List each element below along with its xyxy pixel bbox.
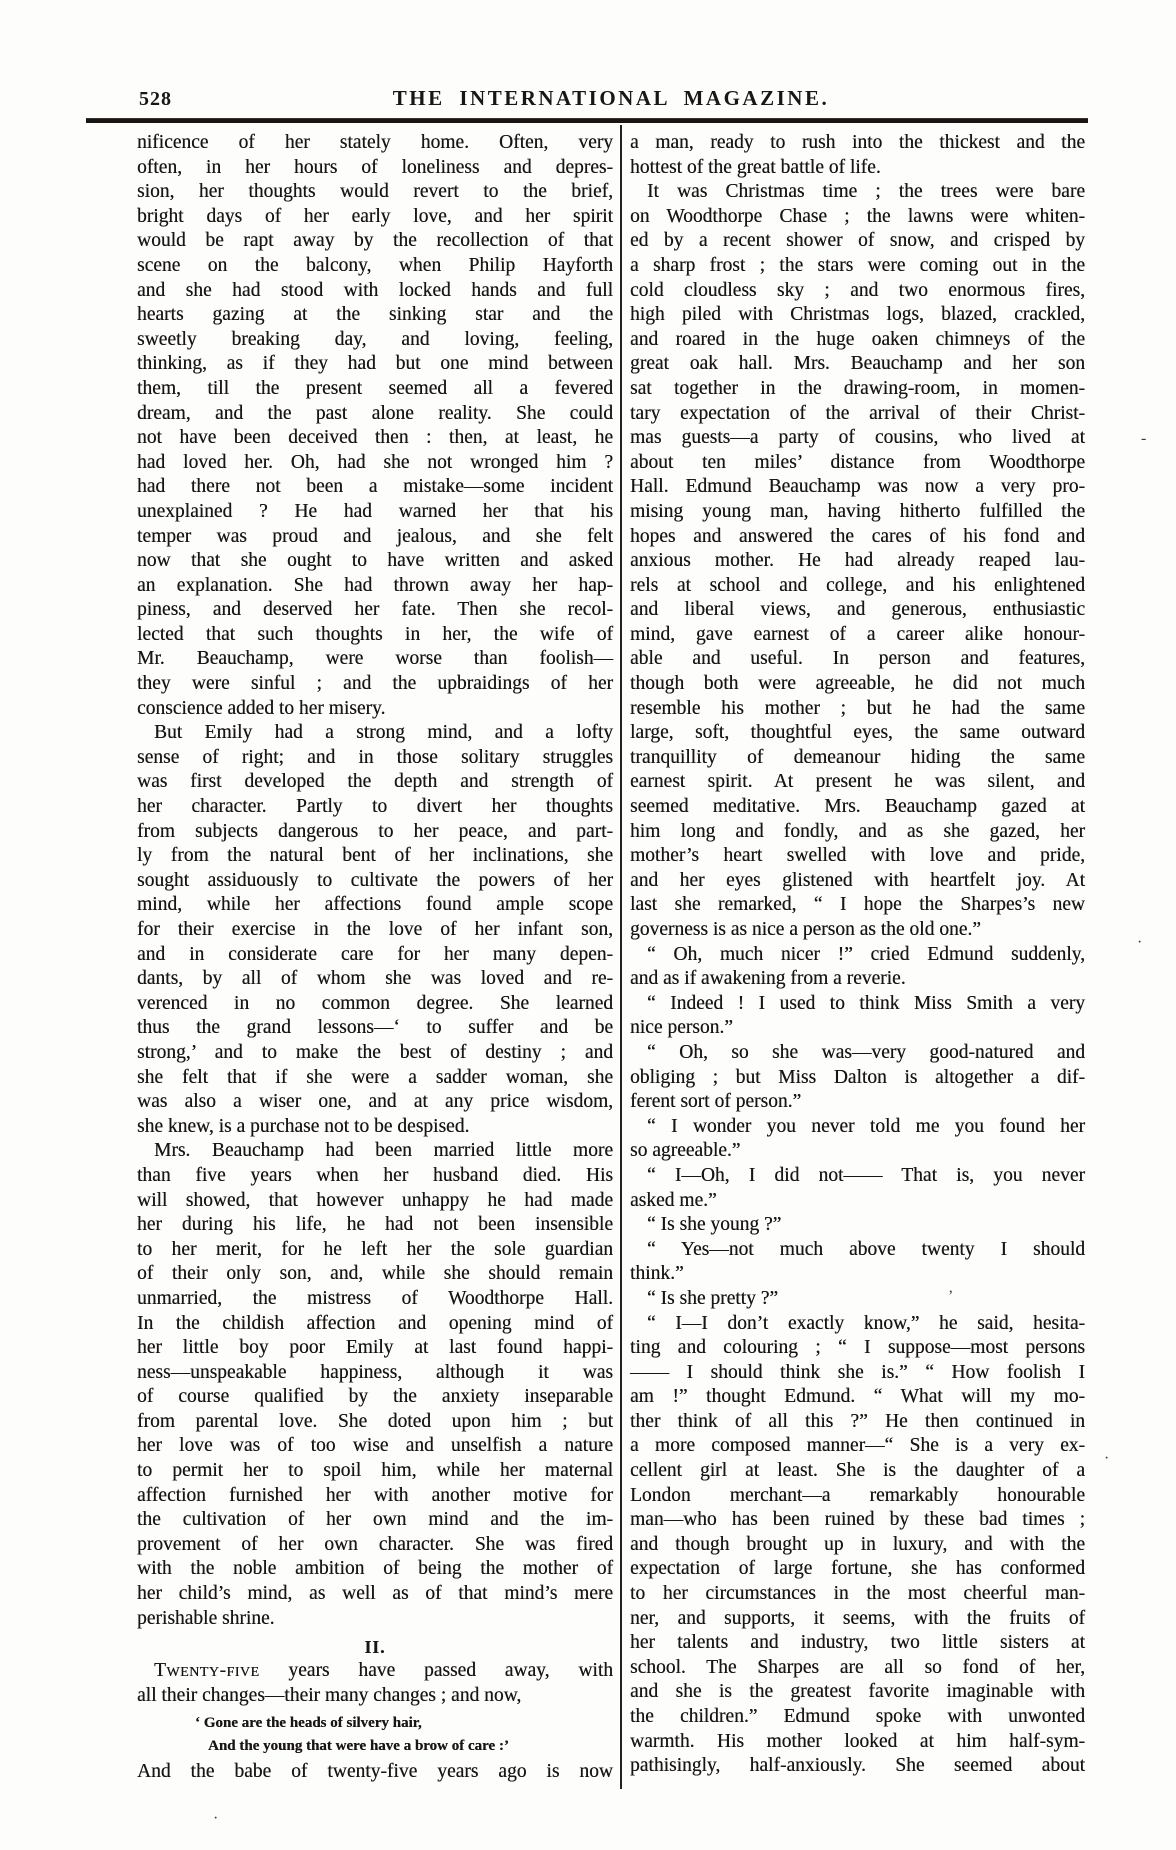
text-line: perishable shrine. [137,1607,275,1629]
text-line: earnest spirit. At present he was silent, and [630,771,1085,793]
text-line: ner, and supports, it seems, with the fruits of [630,1607,1085,1629]
header-rule [86,118,1088,123]
paragraph [630,1041,1085,1115]
text-line: able and useful. In person and features, [630,648,1085,670]
right-column [630,131,1085,1789]
text-line: of course qualified by the anxiety inseparable [137,1386,613,1408]
text-line: hopes and answered the cares of his fond and [630,525,1085,547]
text-line: tranquillity of demeanour hiding the same [630,746,1085,768]
text-line: not have been deceived then : then, at least, he [137,427,613,449]
text-line: bright days of her early love, and her spirit [137,205,613,227]
text-line: mother’s heart swelled with love and pride, [630,845,1085,867]
paragraph [630,1213,1085,1238]
text-line: and roared in the huge oaken chimneys of the [630,328,1085,350]
verse-quote [195,1712,613,1757]
text-line: mas guests—a party of cousins, who lived at [630,427,1085,449]
text-line: dants, by all of whom she was loved and re- [137,968,613,990]
paragraph [630,1287,1085,1312]
text-line: nificence of her stately home. Often, very [137,132,613,153]
section-heading: II. [364,1637,386,1658]
text-line: had loved her. Oh, had she not wronged him ? [137,451,613,473]
text-line: a man, ready to rush into the thickest and the [630,132,1085,153]
paragraph [630,992,1085,1041]
text-line: And the babe of twenty-five years ago is now [137,1761,613,1783]
paragraph [630,1164,1085,1213]
text-line: to permit her to spoil him, while her maternal [137,1460,613,1482]
text-line: cellent girl at least. She is the daughter of a [630,1460,1085,1482]
paragraph [630,943,1085,992]
paragraph [137,1659,613,1708]
text-line: rels at school and college, and his enlightened [630,574,1085,596]
text-line: But Emily had a strong mind, and a lofty [154,722,613,744]
text-line: affection furnished her with another motive for [137,1484,613,1506]
text-line: though both were agreeable, he did not much [630,673,1085,695]
text-line: “ Is she young ?” [647,1214,782,1236]
text-line: ‘ Gone are the heads of silvery hair, [195,1715,422,1732]
text-line: scene on the balcony, when Philip Hayforth [137,254,613,276]
text-line: strong,’ and to make the best of destiny ; and [137,1041,613,1063]
text-line: It was Christmas time ; the trees were bare [647,181,1085,203]
text-line: governess is as nice a person as the old one.” [630,919,981,940]
text-line: them, till the present seemed all a fevered [137,377,613,399]
text-line: sat together in the drawing-room, in momen- [630,377,1085,399]
text-line: ness—unspeakable happiness, although it was [137,1361,613,1383]
text-line: sion, her thoughts would revert to the brief, [137,181,613,203]
text-line: sweetly breaking day, and loving, feeling, [137,328,613,350]
text-line: her child’s mind, as well as of that mind’s mere [137,1583,613,1605]
text-line: and as if awakening from a reverie. [630,968,906,990]
text-line: mising young man, having hitherto fulfilled the [630,500,1085,522]
text-line: verenced in no common degree. She learned [137,992,613,1014]
text-line: of their only son, and, while she should remain [137,1263,613,1285]
text-line: last she remarked, “ I hope the Sharpes’s new [630,894,1085,916]
text-line: a sharp frost ; the stars were coming out in the [630,254,1085,276]
print-artifact: · [1137,934,1143,951]
text-line: hearts gazing at the sinking star and the [137,304,613,326]
text-line: will showed, that however unhappy he had made [137,1189,613,1211]
text-line: obliging ; but Miss Dalton is altogether a dif- [630,1066,1085,1088]
text-line: man—who has been ruined by these bad times ; [630,1509,1085,1531]
text-line: provement of her own character. She was fired [137,1533,613,1555]
text-line: cold cloudless sky ; and two enormous fires, [630,279,1085,301]
text-line: “ I—I don’t exactly know,” he said, hesita- [647,1312,1085,1334]
text-line: all their changes—their many changes ; and now, [137,1684,522,1706]
text-line: London merchant—a remarkably honourable [630,1484,1085,1506]
text-line: sought assiduously to cultivate the powers of her [137,869,613,891]
print-artifact: · [213,1810,219,1827]
text-line: resemble his mother ; but he had the same [630,697,1085,719]
paragraph [137,1139,613,1631]
text-line: am !” thought Edmund. “ What will my mo- [630,1386,1085,1408]
text-line: was first developed the depth and strength of [137,771,613,793]
text-line: temper was proud and jealous, and she felt [137,525,613,547]
print-artifact: · [1104,1450,1110,1467]
text-line: an explanation. She had thrown away her hap- [137,574,613,596]
text-line: “ I—Oh, I did not—— That is, you never [647,1164,1085,1186]
text-line: and liberal views, and generous, enthusiastic [630,599,1085,621]
paragraph [137,131,613,721]
text-line: And the young that were have a brow of care :’ [208,1737,509,1754]
text-line: tary expectation of the arrival of their Christ- [630,402,1085,424]
text-line: from parental love. She doted upon him ; but [137,1410,613,1432]
text-line: pathisingly, half-anxiously. She seemed about [630,1755,1085,1777]
left-column [137,131,613,1789]
text-line: her little boy poor Emily at last found happi- [137,1337,613,1359]
text-line: the cultivation of her own mind and the im- [137,1509,613,1531]
text-line: asked me.” [630,1189,717,1211]
text-body [137,131,1085,1789]
text-line: thinking, as if they had but one mind between [137,353,613,375]
text-line: to her merit, for he left her the sole guardian [137,1238,613,1260]
text-line: Mr. Beauchamp, were worse than foolish— [137,648,613,670]
text-line: her love was of too wise and unselfish a nature [137,1435,613,1457]
paragraph [630,1312,1085,1779]
text-line: her talents and industry, two little sisters at [630,1632,1085,1654]
text-line: now that she ought to have written and asked [137,550,613,572]
text-line: from subjects dangerous to her peace, and part- [137,820,613,842]
text-line: and she is the greatest favorite imaginable with [630,1681,1085,1703]
paragraph [630,131,1085,180]
text-line: for their exercise in the love of her infant son, [137,919,613,940]
text-line: her during his life, he had not been insensible [137,1214,613,1236]
text-line: mind, while her affections found ample scope [137,894,613,916]
text-line: “ Oh, so she was—very good-natured and [647,1041,1085,1063]
text-line: than five years when her husband died. His [137,1164,613,1186]
print-artifact: - [1141,430,1147,447]
text-line: ting and colouring ; “ I suppose—most persons [630,1337,1085,1359]
paragraph [630,180,1085,942]
text-line: ed by a recent shower of snow, and crisped by [630,230,1085,252]
text-line: large, soft, thoughtful eyes, the same outward [630,722,1085,744]
column-gap [622,131,630,1789]
text-line: anxious mother. He had already reaped lau- [630,550,1085,572]
text-line: warmth. His mother looked at him half-sym- [630,1730,1085,1752]
column-gap [613,131,620,1789]
text-line: “ Yes—not much above twenty I should [647,1238,1085,1260]
print-artifact: ’ [948,1288,954,1305]
text-line: “ Oh, much nicer !” cried Edmund suddenly, [647,943,1085,965]
text-line: on Woodthorpe Chase ; the lawns were whiten- [630,205,1085,227]
text-line: great oak hall. Mrs. Beauchamp and her son [630,353,1085,375]
text-line: high piled with Christmas logs, blazed, crackled, [630,304,1085,326]
text-line: In the childish affection and opening mind of [137,1312,613,1334]
text-line: conscience added to her misery. [137,697,386,719]
page-title: THE INTERNATIONAL MAGAZINE. [392,86,830,110]
text-line: unexplained ? He had warned her that his [137,500,613,522]
text-line: and her eyes glistened with heartfelt joy. At [630,869,1085,891]
text-line: sense of right; and in those solitary struggles [137,746,613,768]
text-line: seemed meditative. Mrs. Beauchamp gazed at [630,796,1085,818]
page-header [137,86,1085,116]
text-line: school. The Sharpes are all so fond of her, [630,1656,1085,1678]
text-line: about ten miles’ distance from Woodthorpe [630,451,1085,473]
paragraph [630,1238,1085,1287]
text-line: expectation of large fortune, she has conformed [630,1558,1085,1580]
text-line: the children.” Edmund spoke with unwonted [630,1706,1085,1727]
text-line: lected that such thoughts in her, the wife of [137,623,613,645]
text-line: and she had stood with locked hands and full [137,279,613,301]
text-line: “ Is she pretty ?” [647,1287,779,1309]
text-line: her character. Partly to divert her thoughts [137,796,613,818]
text-line: think.” [630,1263,684,1285]
text-line: she knew, is a purchase not to be despised. [137,1115,470,1137]
text-line: Hall. Edmund Beauchamp was now a very pro- [630,476,1085,498]
text-line: —— I should think she is.” “ How foolish I [630,1361,1085,1383]
smallcaps-lead-word: Twenty-five [154,1660,260,1682]
text-line: she felt that if she were a sadder woman, she [137,1066,613,1088]
text-line: with the noble ambition of being the mother of [137,1558,613,1580]
text-line: and though brought up in luxury, and with the [630,1533,1085,1555]
text-line: they were sinful ; and the upbraidings of her [137,673,613,695]
text-line: dream, and the past alone reality. She could [137,402,613,424]
text-line: Mrs. Beauchamp had been married little more [154,1140,613,1162]
text-line: often, in her hours of loneliness and depres- [137,156,613,178]
text-line: would be rapt away by the recollection of that [137,230,613,252]
text-line: ther think of all this ?” He then continued in [630,1410,1085,1432]
text-line: hottest of the great battle of life. [630,156,881,178]
text-line: unmarried, the mistress of Woodthorpe Hall. [137,1287,613,1309]
text-line: so agreeable.” [630,1140,741,1162]
paragraph [137,721,613,1139]
text-line: mind, gave earnest of a career alike honour- [630,623,1085,645]
text-line: nice person.” [630,1017,733,1039]
text-line: was also a wiser one, and at any price wisdom, [137,1091,613,1113]
paragraph [137,1760,613,1785]
text-line: to her circumstances in the most cheerful man- [630,1583,1085,1605]
text-line: ly from the natural bent of her inclinations, she [137,845,613,867]
text-line: had there not been a mistake—some incident [137,476,613,498]
text-line: ferent sort of person.” [630,1091,802,1113]
paragraph [630,1115,1085,1164]
text-line: Twenty-five years have passed away, with [154,1660,613,1682]
text-line: “ Indeed ! I used to think Miss Smith a very [647,992,1085,1014]
page-number: 528 [139,88,172,110]
text-line: “ I wonder you never told me you found her [647,1115,1085,1137]
text-line: thus the grand lessons—‘ to suffer and be [137,1017,613,1039]
text-line: and in considerate care for her many depen- [137,943,613,965]
text-line: a more composed manner—“ She is a very ex- [630,1435,1085,1457]
text-line: piness, and deserved her fate. Then she recol- [137,599,613,621]
text-line: him long and fondly, and as she gazed, her [630,820,1085,842]
